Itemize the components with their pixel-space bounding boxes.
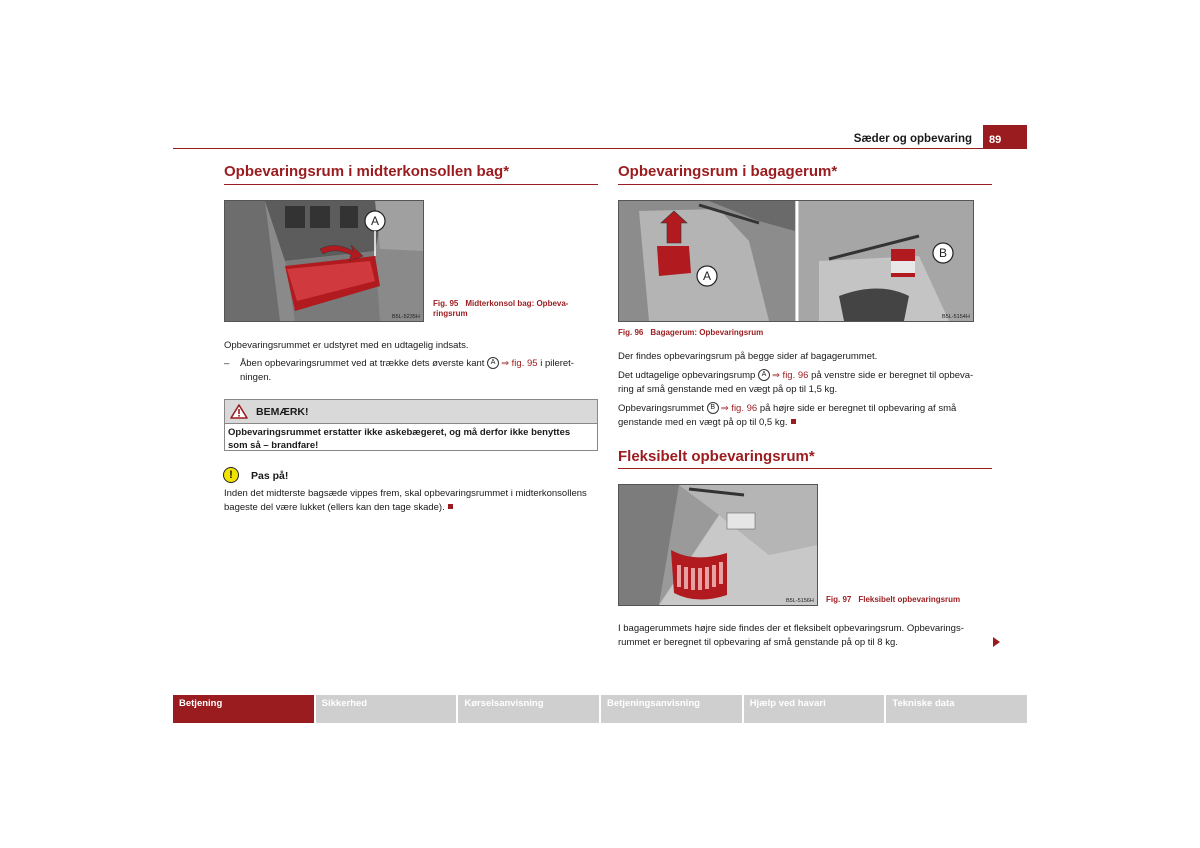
section-heading-flexible: Fleksibelt opbevaringsrum* [618, 448, 815, 465]
figure-96-label-b: B [938, 246, 948, 260]
fig-96-link-2[interactable]: ⇒ fig. 96 [720, 403, 758, 414]
marker-a: A [487, 357, 499, 369]
fig-95-link[interactable]: ⇒ fig. 95 [501, 358, 538, 369]
footer-nav [173, 695, 1027, 723]
paragraph-both-sides: Der findes opbevaringsrum på begge sider af bagagerummet. [618, 351, 878, 362]
nav-tab-korselsanvisning[interactable]: Kørselsanvisning [458, 695, 599, 723]
warning-triangle-icon [230, 404, 248, 419]
figure-97-code: B5L-5156H [786, 598, 814, 604]
caution-title: Pas på! [251, 470, 289, 482]
warning-text: Opbevaringsrummet erstatter ikke askebægeret, og må derfor ikke benyttes som så – brandfare! [228, 427, 571, 451]
paragraph-left-side: Det udtagelige opbevaringsrump A ⇒ fig. 96 på venstre side er beregnet til opbeva- ring af små genstande med en vægt på op til 1,5 kg. [618, 370, 974, 395]
marker-b: B [707, 402, 719, 414]
figure-95-label-a: A [370, 214, 380, 228]
header-rule [173, 148, 1027, 149]
marker-a: A [758, 369, 770, 381]
page-number: 89 [983, 125, 1027, 148]
caption-fig-96: Fig. 96 Bagagerum: Opbevaringsrum [618, 328, 764, 337]
caution-text: Inden det midterste bagsæde vippes frem, skal opbevaringsrummet i midterkonsollens bageste del være lukket (ellers kan den tage skade). [224, 488, 587, 513]
figure-96-image [618, 200, 974, 322]
nav-tab-tekniske-data[interactable]: Tekniske data [886, 695, 1027, 723]
instruction-step: – Åben opbevaringsrummet ved at trække dets øverste kant A ⇒ fig. 95 i pileret- ningen. [224, 358, 574, 383]
paragraph-right-side: Opbevaringsrummet B ⇒ fig. 96 på højre side er beregnet til opbevaring af små genstande med en vægt på op til 0,5 kg. [618, 403, 957, 428]
nav-tab-betjening[interactable]: Betjening [173, 695, 314, 723]
continue-arrow-icon [993, 637, 1000, 647]
section-rule-console [224, 184, 598, 185]
section-rule-trunk [618, 184, 992, 185]
figure-96-label-a: A [702, 269, 712, 283]
section-rule-flexible [618, 468, 992, 469]
figure-95-image [224, 200, 424, 322]
nav-tab-betjeningsanvisning[interactable]: Betjeningsanvisning [601, 695, 742, 723]
section-heading-console: Opbevaringsrum i midterkonsollen bag* [224, 163, 510, 180]
figure-97-image [618, 484, 818, 606]
caption-fig-97: Fig. 97 Fleksibelt opbevaringsrum [826, 595, 961, 604]
figure-96-code: B5L-5154H [942, 314, 970, 320]
paragraph-flexible: I bagagerummets højre side findes der et fleksibelt opbevaringsrum. Opbevarings- rummet er beregnet til opbevaring af små genstande på op til 8 kg. [618, 623, 964, 648]
warning-title: BEMÆRK! [256, 405, 309, 418]
section-heading-trunk: Opbevaringsrum i bagagerum* [618, 163, 838, 180]
paragraph-intro: Opbevaringsrummet er udstyret med en udtagelig indsats. [224, 340, 469, 351]
fig-96-link[interactable]: ⇒ fig. 96 [771, 370, 809, 381]
chapter-title: Sæder og opbevaring [853, 133, 972, 145]
warning-header [225, 400, 597, 424]
nav-tab-sikkerhed[interactable]: Sikkerhed [316, 695, 457, 723]
nav-tab-hjaelp-ved-havari[interactable]: Hjælp ved havari [744, 695, 885, 723]
end-marker [791, 419, 796, 424]
end-marker [448, 504, 453, 509]
caution-icon: ! [223, 467, 239, 483]
caption-fig-95: Fig. 95 Midterkonsol bag: Opbeva- ringsrum [433, 299, 569, 318]
figure-95-code: B5L-5235H [392, 314, 420, 320]
warning-box [224, 399, 598, 451]
